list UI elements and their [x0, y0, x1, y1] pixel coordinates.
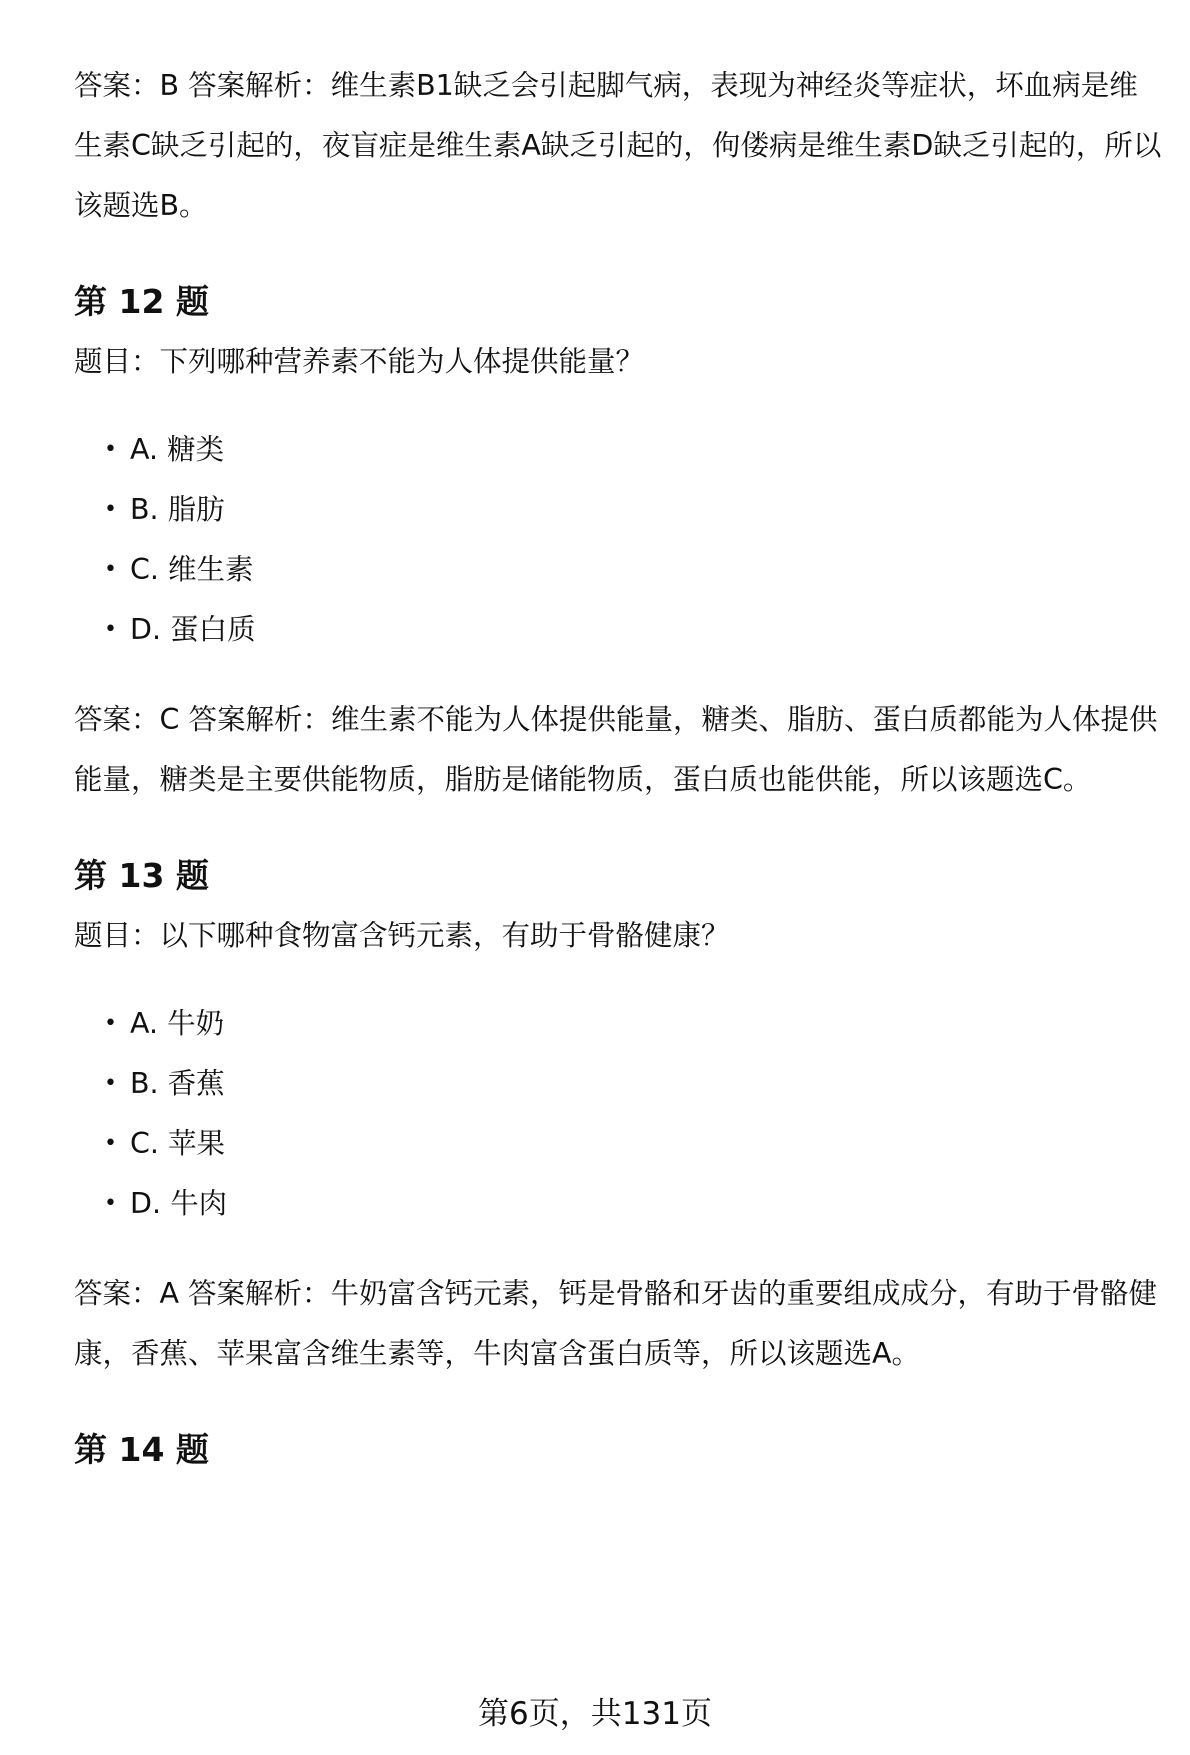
q12-heading: 第 12 题: [74, 282, 209, 321]
q13-option-b: • B. 香蕉: [74, 1054, 1164, 1114]
q12-option-c: • C. 维生素: [74, 540, 1164, 600]
q13-answer: 答案：A 答案解析：牛奶富含钙元素，钙是骨骼和牙齿的重要组成成分，有助于骨骼健康，香蕉、苹果富含维生素等，牛肉富含蛋白质等，所以该题选A。: [74, 1277, 1158, 1370]
page-footer: 第6页，共131页: [478, 1696, 712, 1732]
bullet-icon: •: [104, 1011, 117, 1036]
q12-options: [74, 420, 1164, 660]
q13-options: [74, 994, 1164, 1234]
bullet-icon: •: [104, 557, 117, 582]
q12-option-a: • A. 糖类: [74, 420, 1164, 480]
document-body: [74, 56, 1164, 1480]
q13-option-d: • D. 牛肉: [74, 1174, 1164, 1234]
bullet-icon: •: [104, 1071, 117, 1096]
q13-option-a: • A. 牛奶: [74, 994, 1164, 1054]
bullet-icon: •: [104, 1191, 117, 1216]
q11-answer: 答案：B 答案解析：维生素B1缺乏会引起脚气病，表现为神经炎等症状，坏血病是维生素C缺乏引起的，夜盲症是维生素A缺乏引起的，佝偻病是维生素D缺乏引起的，所以该题选B。: [74, 69, 1162, 222]
q14-heading: 第 14 题: [74, 1430, 209, 1469]
q12-question: 题目：下列哪种营养素不能为人体提供能量？: [74, 345, 645, 378]
bullet-icon: •: [104, 437, 117, 462]
bullet-icon: •: [104, 1131, 117, 1156]
bullet-icon: •: [104, 617, 117, 642]
q12-option-d: • D. 蛋白质: [74, 600, 1164, 660]
q12-option-b: • B. 脂肪: [74, 480, 1164, 540]
q13-option-c: • C. 苹果: [74, 1114, 1164, 1174]
q13-question: 题目：以下哪种食物富含钙元素，有助于骨骼健康？: [74, 919, 730, 952]
q12-answer: 答案：C 答案解析：维生素不能为人体提供能量，糖类、脂肪、蛋白质都能为人体提供能量，糖类是主要供能物质，脂肪是储能物质，蛋白质也能供能，所以该题选C。: [74, 703, 1158, 796]
q13-heading: 第 13 题: [74, 856, 209, 895]
bullet-icon: •: [104, 497, 117, 522]
